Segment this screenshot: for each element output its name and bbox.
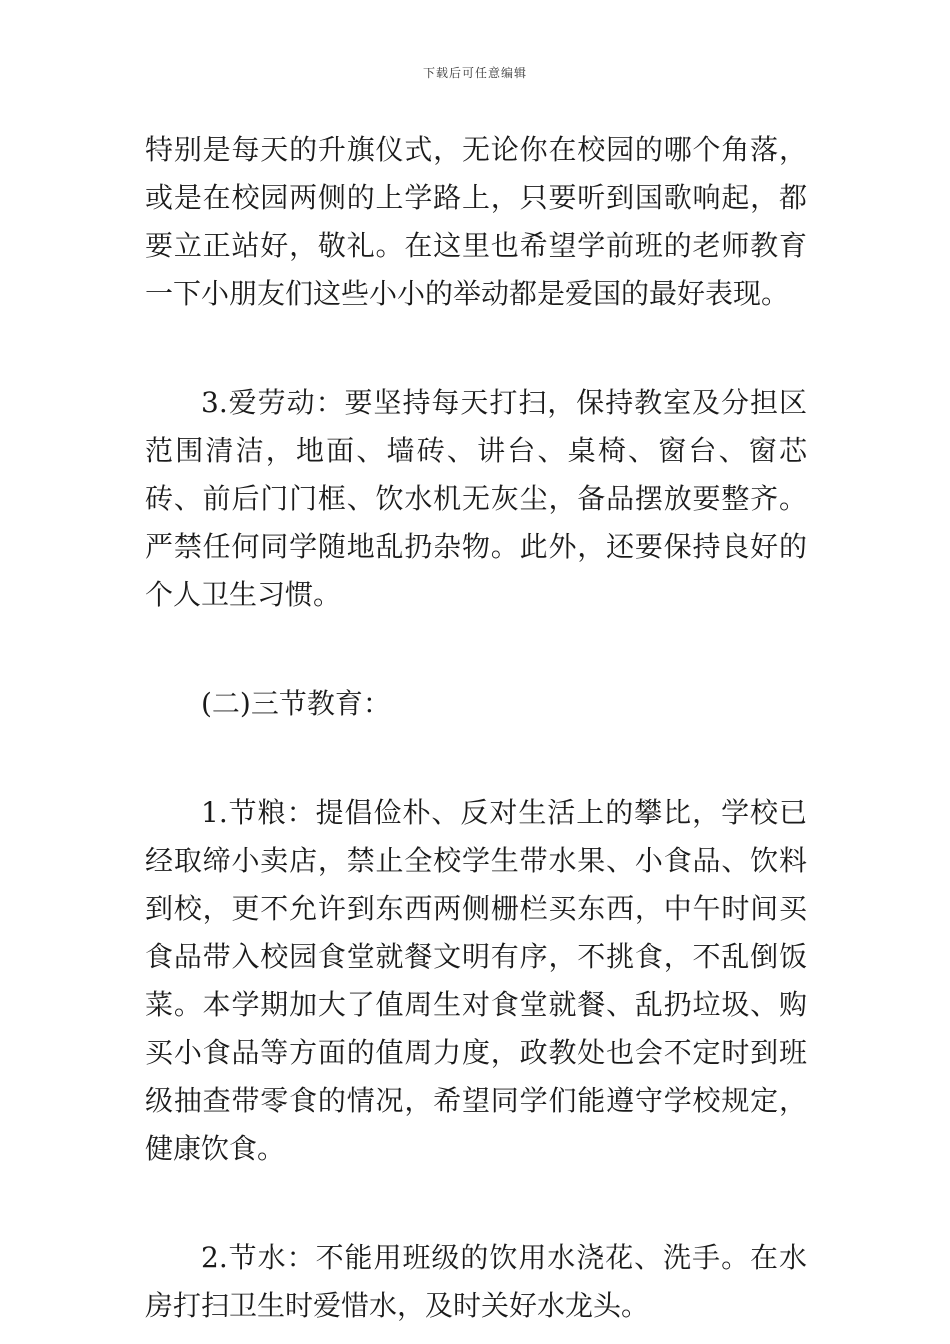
paragraph-save-water: 2.节水：不能用班级的饮用水浇花、洗手。在水房打扫卫生时爱惜水，及时关好水龙头。: [145, 1241, 807, 1322]
paragraph-spacer: [145, 318, 807, 379]
paragraph-spacer: [145, 619, 807, 680]
paragraph-spacer: [145, 1173, 807, 1234]
section-heading-three-savings: (二)三节教育：: [201, 687, 391, 720]
paragraph-spacer: [145, 728, 807, 789]
page-header-note: 下载后可任意编辑: [422, 66, 527, 80]
document-body: [145, 126, 807, 1330]
paragraph-patriotism-continued: 特别是每天的升旗仪式，无论你在校园的哪个角落，或是在校园两侧的上学路上，只要听到国歌响起，都要立正站好，敬礼。在这里也希望学前班的老师教育一下小朋友们这些小小的举动都是爱国的最好表现。: [145, 133, 807, 310]
paragraph-love-labor: 3.爱劳动：要坚持每天打扫，保持教室及分担区范围清洁，地面、墙砖、讲台、桌椅、窗台、窗芯砖、前后门门框、饮水机无灰尘，备品摆放要整齐。严禁任何同学随地乱扔杂物。此外，还要保持良好的个人卫生习惯。: [145, 386, 807, 611]
paragraph-save-food: 1.节粮：提倡俭朴、反对生活上的攀比，学校已经取缔小卖店，禁止全校学生带水果、小食品、饮料到校，更不允许到东西两侧栅栏买东西，中午时间买食品带入校园食堂就餐文明有序，不挑食，不乱倒饭菜。本学期加大了值周生对食堂就餐、乱扔垃圾、购买小食品等方面的值周力度，政教处也会不定时到班级抽查带零食的情况，希望同学们能遵守学校规定，健康饮食。: [145, 796, 807, 1165]
